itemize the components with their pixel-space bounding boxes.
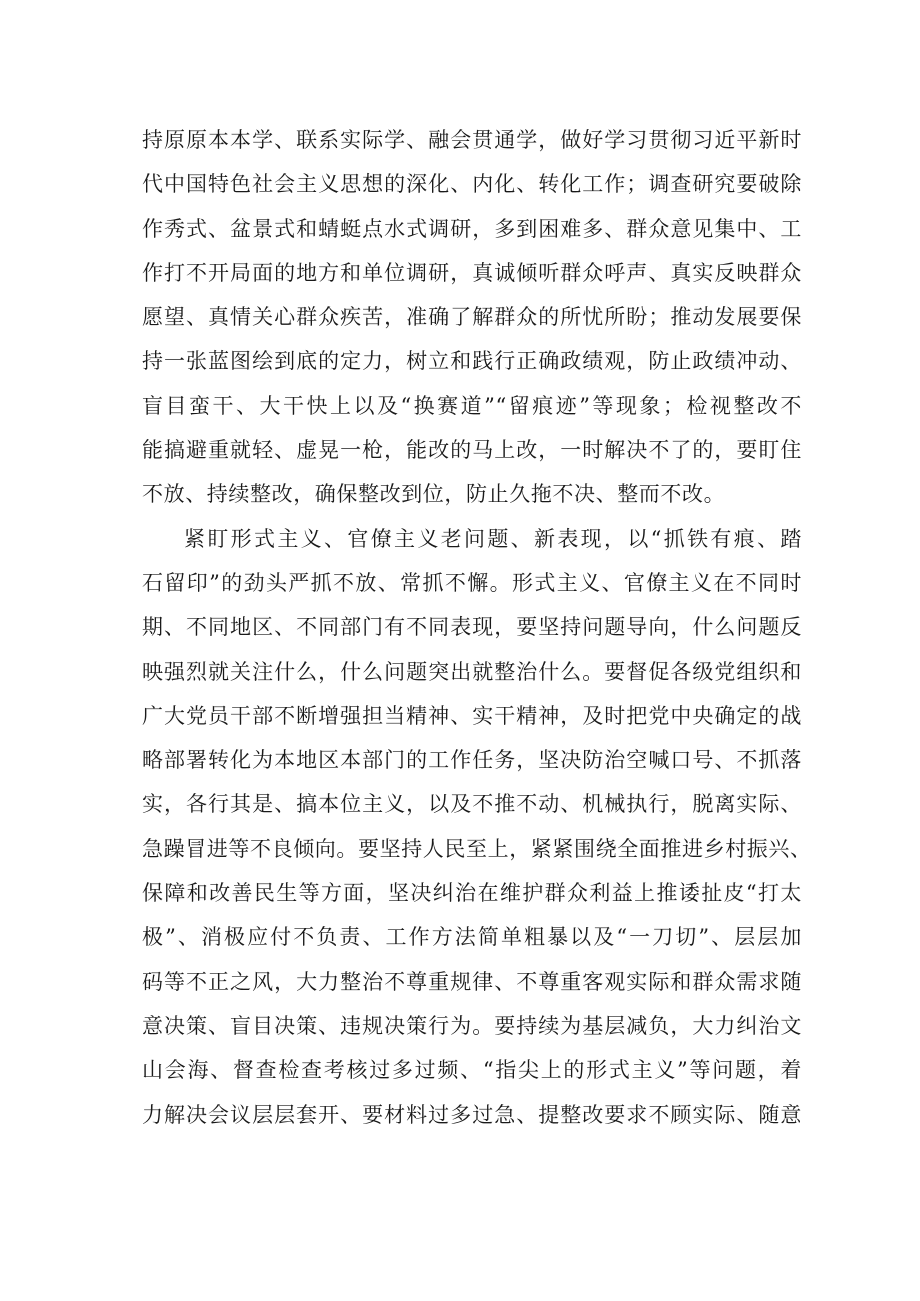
text-line: 广大党员干部不断增强担当精神、实干精神，及时把党中央确定的战	[142, 703, 802, 728]
text-line: 愿望、真情关心群众疾苦，准确了解群众的所忧所盼；推动发展要保	[142, 305, 802, 330]
text-line: 石留印”的劲头严抓不放、常抓不懈。形式主义、官僚主义在不同时	[142, 570, 802, 595]
text-line: 极”、消极应付不负责、工作方法简单粗暴以及“一刀切”、层层加	[142, 925, 802, 950]
body-text	[142, 118, 812, 1137]
text-line: 期、不同地区、不同部门有不同表现，要坚持问题导向，什么问题反	[142, 615, 802, 640]
text-line: 不放、持续整改，确保整改到位，防止久拖不决、整而不改。	[142, 482, 726, 507]
text-line: 代中国特色社会主义思想的深化、内化、转化工作；调查研究要破除	[142, 172, 802, 197]
text-line: 映强烈就关注什么，什么问题突出就整治什么。要督促各级党组织和	[142, 659, 802, 684]
text-line: 能搞避重就轻、虚晃一枪，能改的马上改，一时解决不了的，要盯住	[142, 438, 802, 463]
text-line: 盲目蛮干、大干快上以及“换赛道”“留痕迹”等现象；检视整改不	[142, 393, 802, 418]
text-line: 持一张蓝图绘到底的定力，树立和践行正确政绩观，防止政绩冲动、	[142, 349, 802, 374]
text-line: 码等不正之风，大力整治不尊重规律、不尊重客观实际和群众需求随	[142, 969, 802, 994]
text-line: 山会海、督查检查考核过多过频、“指尖上的形式主义”等问题，着	[142, 1058, 802, 1083]
text-line: 作打不开局面的地方和单位调研，真诚倾听群众呼声、真实反映群众	[142, 260, 802, 285]
text-line: 实，各行其是、搞本位主义，以及不推不动、机械执行，脱离实际、	[142, 792, 802, 817]
text-line: 略部署转化为本地区本部门的工作任务，坚决防治空喊口号、不抓落	[142, 748, 802, 773]
text-line: 力解决会议层层套开、要材料过多过急、提整改要求不顾实际、随意	[142, 1102, 802, 1127]
text-line: 急躁冒进等不良倾向。要坚持人民至上，紧紧围绕全面推进乡村振兴、	[142, 836, 812, 861]
text-line: 持原原本本学、联系实际学、融会贯通学，做好学习贯彻习近平新时	[142, 128, 802, 152]
text-line: 作秀式、盆景式和蜻蜓点水式调研，多到困难多、群众意见集中、工	[142, 216, 802, 241]
paragraph-first-line: 紧盯形式主义、官僚主义老问题、新表现，以“抓铁有痕、踏	[184, 526, 802, 551]
text-line: 意决策、盲目决策、违规决策行为。要持续为基层减负，大力纠治文	[142, 1013, 802, 1038]
text-line: 保障和改善民生等方面，坚决纠治在维护群众利益上推诿扯皮“打太	[142, 881, 802, 906]
